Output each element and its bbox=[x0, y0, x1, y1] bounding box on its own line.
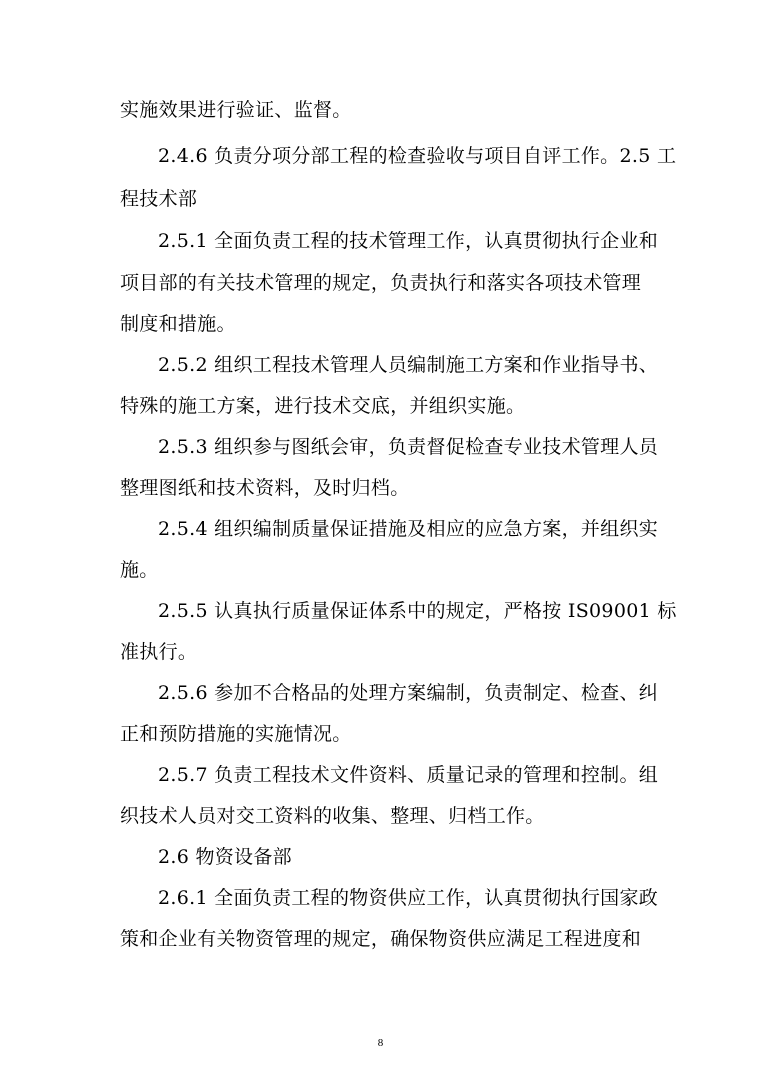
text-line: 2.4.6 负责分项分部工程的检查验收与项目自评工作。2.5 工 bbox=[158, 145, 677, 167]
text-line: 策和企业有关物资管理的规定，确保物资供应满足工程进度和 bbox=[120, 928, 642, 950]
text-line: 2.6.1 全面负责工程的物资供应工作，认真贯彻执行国家政 bbox=[158, 887, 659, 909]
text-line: 制度和措施。 bbox=[120, 313, 236, 335]
text-line: 施。 bbox=[120, 559, 159, 581]
text-line: 2.5.4 组织编制质量保证措施及相应的应急方案，并组织实 bbox=[158, 518, 659, 540]
page-number: 8 bbox=[377, 1037, 384, 1049]
text-line: 2.5.6 参加不合格品的处理方案编制，负责制定、检查、纠 bbox=[158, 682, 659, 704]
section-heading: 2.6 物资设备部 bbox=[158, 846, 292, 868]
text-line: 项目部的有关技术管理的规定，负责执行和落实各项技术管理 bbox=[120, 272, 642, 294]
text-line: 2.5.1 全面负责工程的技术管理工作，认真贯彻执行企业和 bbox=[158, 230, 659, 252]
text-line: 2.5.3 组织参与图纸会审，负责督促检查专业技术管理人员 bbox=[158, 436, 659, 458]
text-line: 实施效果进行验证、监督。 bbox=[120, 99, 352, 121]
text-line: 织技术人员对交工资料的收集、整理、归档工作。 bbox=[120, 805, 545, 827]
text-line: 准执行。 bbox=[120, 641, 198, 663]
text-line: 整理图纸和技术资料，及时归档。 bbox=[120, 477, 410, 499]
text-line: 2.5.2 组织工程技术管理人员编制施工方案和作业指导书、 bbox=[158, 354, 659, 376]
text-line: 程技术部 bbox=[120, 188, 198, 210]
text-line: 2.5.7 负责工程技术文件资料、质量记录的管理和控制。组 bbox=[158, 764, 659, 786]
text-line: 2.5.5 认真执行质量保证体系中的规定，严格按 IS09001 标 bbox=[158, 600, 677, 622]
text-line: 正和预防措施的实施情况。 bbox=[120, 723, 352, 745]
text-line: 特殊的施工方案，进行技术交底，并组织实施。 bbox=[120, 395, 526, 417]
